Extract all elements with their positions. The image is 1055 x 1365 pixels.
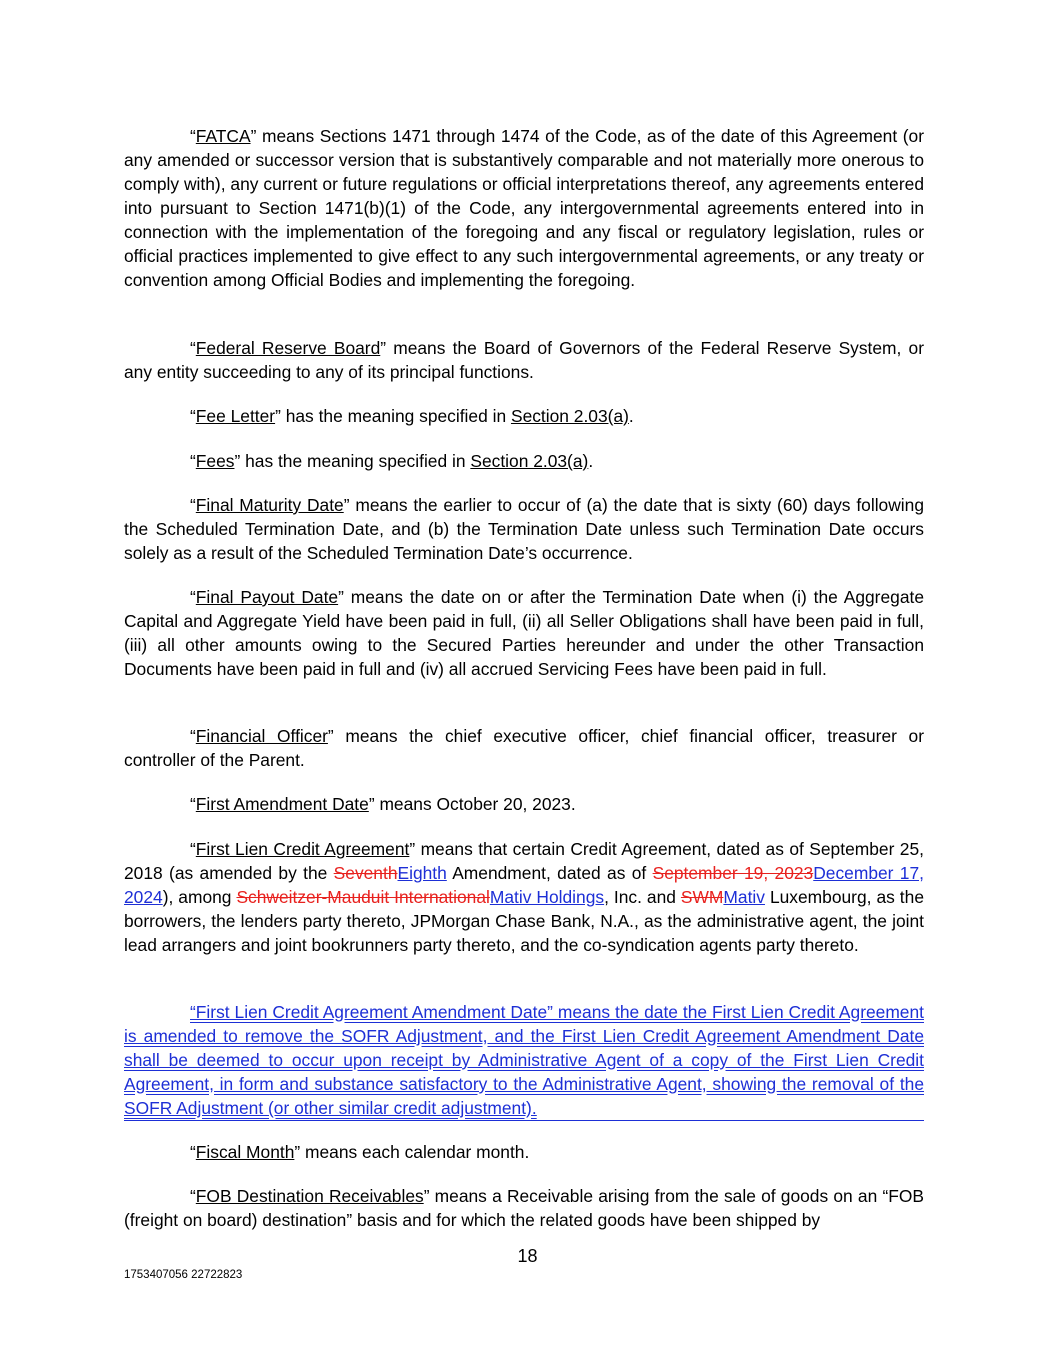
definition-text: means the chief executive officer, chief financial officer, treasurer or controller of the Parent. [124, 726, 924, 770]
section-reference: Section 2.03(a) [510, 406, 629, 426]
defined-term: FOB Destination Receivables [195, 1186, 424, 1206]
deleted-text: September 19, 2023 [652, 863, 814, 883]
definition-text: means October 20, 2023. [374, 794, 576, 814]
definition-text: means the Board of Governors of the Federal Reserve System, or any entity succeeding to any of its principal functions. [124, 338, 925, 382]
definition-text: means Sections 1471 through 1474 of the Code, as of the date of this Agreement (or any amended or successor version that is substantively comparable and not materially more onerous to comply with), any current or future regulations or official interpretations thereof, any agreements entered into pursuant to Section 1471(b)(1) of the Code, any intergovernmental agreements entered into in connection with the implementation of the foregoing and any fiscal or regulatory legislation, rules or official practices implemented to give effect to any such intergovernmental agreements, or any treaty or convention among Official Bodies and implementing the foregoing. [124, 126, 924, 290]
definition-first-lien-credit-agreement: “First Lien Credit Agreement” means that certain Credit Agreement, dated as of September 25, 2018 (as amended by the SeventhEighth Amendment, dated as of September 19, 2023December 17, 2024), among Schweitzer-Mauduit InternationalMativ Holdings, Inc. and SWMMativ Luxembourg, as the borrowers, the lenders party thereto, JPMorgan Chase Bank, N.A., as the administrative agent, the joint lead arrangers and joint bookrunners party thereto, and the co-syndication agents party thereto. [124, 839, 924, 955]
definition-first-amendment-date: “First Amendment Date” means October 20, 2023. [190, 794, 576, 814]
definition-text: has the meaning specified in [240, 451, 471, 471]
inserted-text: “First Lien Credit Agreement Amendment Date” means the date the First Lien Credit Agreement is amended to remove the SOFR Adjustment, and the First Lien Credit Agreement Amendment Date shall be deemed to occur upon receipt by Administrative Agent of a copy of the First Lien Credit Agreement, in form and substance satisfactory to the Administrative Agent, showing the removal of the SOFR Adjustment (or other similar credit adjustment). [124, 1002, 924, 1118]
definition-text: means that certain Credit Agreement, dated as of September 25, 2018 (as amended by the [124, 839, 924, 883]
section-reference: Section 2.03(a) [470, 451, 589, 471]
definition-federal-reserve-board: “Federal Reserve Board” means the Board of Governors of the Federal Reserve System, or any entity succeeding to any of its principal functions. [124, 338, 925, 382]
deleted-text: Schweitzer-Mauduit International [236, 887, 490, 907]
definition-fee-letter: “Fee Letter” has the meaning specified in Section 2.03(a). [190, 406, 634, 426]
defined-term: Fiscal Month [195, 1142, 295, 1162]
definition-text: ), among [162, 887, 237, 907]
defined-term: Final Maturity Date [195, 495, 344, 515]
definition-fatca: “FATCA” means Sections 1471 through 1474 of the Code, as of the date of this Agreement (or any amended or successor version that is substantively comparable and not materially more onerous to comply with), any current or future regulations or official interpretations thereof, any agreements entered into pursuant to Section 1471(b)(1) of the Code, any intergovernmental agreements entered into in connection with the implementation of the foregoing and any fiscal or regulatory legislation, rules or official practices implemented to give effect to any such intergovernmental agreements, or any treaty or convention among Official Bodies and implementing the foregoing. [124, 126, 924, 290]
definition-fob-destination-receivables: “FOB Destination Receivables” means a Receivable arising from the sale of goods on an “FOB (freight on board) destination” basis and for which the related goods have been shipped by [124, 1186, 924, 1230]
definition-financial-officer: “Financial Officer” means the chief executive officer, chief financial officer, treasurer or controller of the Parent. [124, 726, 924, 770]
defined-term: Fees [195, 451, 235, 471]
defined-term: First Amendment Date [195, 794, 369, 814]
definition-text: means the date on or after the Termination Date when (i) the Aggregate Capital and Aggregate Yield have been paid in full, (ii) all Seller Obligations shall have been paid in full, (iii) all other amounts owing to the Secured Parties hereunder and under the other Transaction Documents have been paid in full and (iv) all accrued Servicing Fees have been paid in full. [124, 587, 924, 679]
inserted-text: Mativ [723, 887, 765, 907]
definition-final-maturity-date: “Final Maturity Date” means the earlier to occur of (a) the date that is sixty (60) days following the Scheduled Termination Date, and (b) the Termination Date unless such Termination Date occurs solely as a result of the Scheduled Termination Date’s occurrence. [124, 495, 924, 563]
defined-term: Fee Letter [195, 406, 276, 426]
definition-text: has the meaning specified in [280, 406, 511, 426]
defined-term: Final Payout Date [195, 587, 339, 607]
defined-term: Federal Reserve Board [195, 338, 381, 358]
definition-text: Luxembourg, as the borrowers, the lenders party thereto, JPMorgan Chase Bank, N.A., as the administrative agent, the joint lead arrangers and joint bookrunners party thereto, and the co-syndication agents party thereto. [124, 887, 924, 955]
definition-text: means the earlier to occur of (a) the date that is sixty (60) days following the Scheduled Termination Date, and (b) the Termination Date unless such Termination Date occurs solely as a result of the Scheduled Termination Date’s occurrence. [124, 495, 924, 563]
definition-text: Amendment, dated as of [446, 863, 653, 883]
definition-fiscal-month: “Fiscal Month” means each calendar month. [190, 1142, 530, 1162]
definition-text: means a Receivable arising from the sale of goods on an “FOB (freight on board) destination” basis and for which the related goods have been shipped by [124, 1186, 924, 1230]
deleted-text: Seventh [333, 863, 398, 883]
inserted-text: December 17, 2024 [124, 863, 924, 907]
definition-text: , Inc. and [604, 887, 681, 907]
definition-first-lien-amendment-date-inserted [124, 1000, 924, 1121]
definition-end: . [588, 451, 594, 471]
inserted-text: Eighth [397, 863, 447, 883]
defined-term: First Lien Credit Agreement [195, 839, 410, 859]
definition-fees: “Fees” has the meaning specified in Section 2.03(a). [190, 451, 594, 471]
deleted-text: SWM [680, 887, 724, 907]
inserted-text: Mativ Holdings [489, 887, 605, 907]
page-number: 18 [517, 1246, 538, 1266]
definition-final-payout-date: “Final Payout Date” means the date on or after the Termination Date when (i) the Aggregate Capital and Aggregate Yield have been paid in full, (ii) all Seller Obligations shall have been paid in full, (iii) all other amounts owing to the Secured Parties hereunder and under the other Transaction Documents have been paid in full and (iv) all accrued Servicing Fees have been paid in full. [124, 587, 924, 679]
defined-term: Financial Officer [195, 726, 328, 746]
defined-term: FATCA [195, 126, 251, 146]
definition-text: means each calendar month. [300, 1142, 530, 1162]
definition-end: . [628, 406, 634, 426]
document-id: 1753407056 22722823 [124, 1269, 243, 1281]
